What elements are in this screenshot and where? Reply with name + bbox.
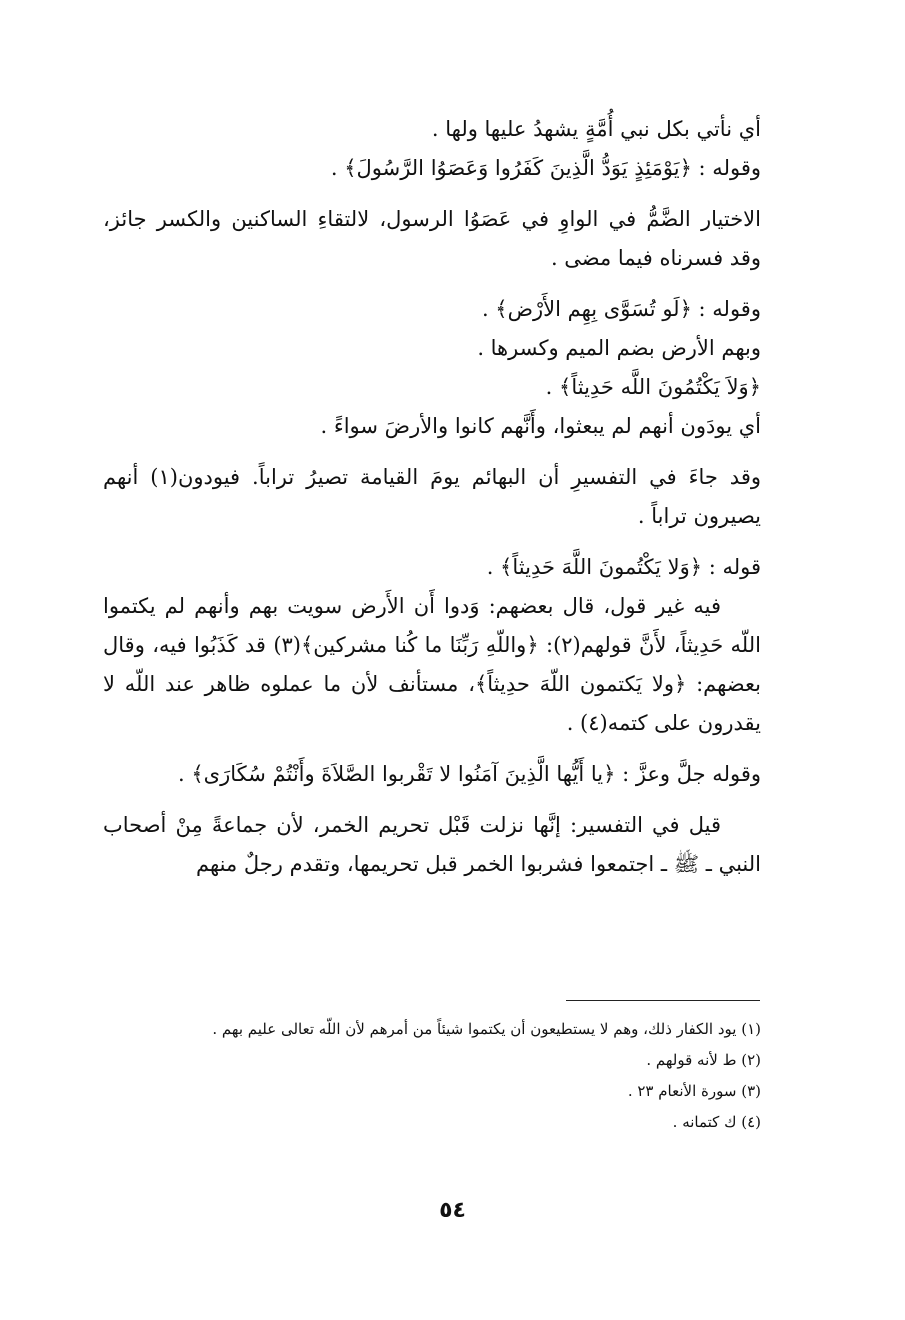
- paragraph-5: وبهم الأرض بضم الميم وكسرها .: [477, 336, 761, 360]
- footnote-2: (٢) ط لأنه قولهم .: [646, 1051, 761, 1069]
- paragraph-6: ﴿وَلاَ يَكْتُمُونَ اللَّه حَدِيثاً﴾ .: [545, 375, 761, 399]
- footnote-3: (٣) سورة الأنعام ٢٣ .: [627, 1082, 761, 1100]
- main-text: [103, 110, 761, 884]
- paragraph-10: فيه غير قول، قال بعضهم: وَدوا أَن الأَرض سويت بهم وأنهم لم يكتموا اللّه حَدِيثاً، لأَنَّ قولهم(٢): ﴿واللّهِ رَبِّنَا ما كُنا مشركين﴾(٣) قد كَذَبُوا فيه، وقال بعضهم: ﴿ولا يَكتمون اللّهَ حدِيثاً﴾، مستأنف لأن ما عملوه ظاهر عند اللّه لا يقدرون على كتمه(٤) .: [103, 594, 761, 735]
- paragraph-4: وقوله : ﴿لَو تُسَوَّى بِهِم الأَرْض﴾ .: [481, 297, 761, 321]
- paragraph-1: أي نأتي بكل نبي أُمَّةٍ يشهدُ عليها ولها .: [431, 117, 761, 141]
- paragraph-3: الاختيار الضَّمُّ في الواوِ في عَصَوُا الرسول، لالتقاءِ الساكنين والكسر جائز، وقد فسرناه فيما مضى .: [103, 207, 761, 270]
- footnote-divider: [566, 1000, 760, 1001]
- footnote-1: (١) يود الكفار ذلك، وهم لا يستطيعون أن يكتموا شيئاً من أمرهم لأن اللّه تعالى عليم بهم .: [212, 1020, 761, 1038]
- paragraph-11: وقوله جلَّ وعزَّ : ﴿يا أَيُّها الَّذِينَ آمَنُوا لا تَقْربوا الصَّلاَةَ وأَنْتُمْ سُكَارَى﴾ .: [178, 762, 761, 786]
- footnotes: [103, 1014, 761, 1138]
- paragraph-7: أي يودَون أنهم لم يبعثوا، وأَنَّهم كانوا والأرضَ سواءً .: [320, 414, 761, 438]
- paragraph-2: وقوله : ﴿يَوْمَئِذٍ يَوَدُّ الَّذِينَ كَفَرُوا وَعَصَوُا الرَّسُولَ﴾ .: [330, 156, 761, 180]
- paragraph-8: وقد جاءَ في التفسيرِ أن البهائم يومَ القيامة تصيرُ تراباً. فيودون(١) أنهم يصيرون تراباً .: [103, 465, 761, 528]
- paragraph-9: قوله : ﴿وَلا يَكْتُمونَ اللَّهَ حَدِيثاً﴾ .: [486, 555, 761, 579]
- page-number: ٥٤: [439, 1198, 466, 1223]
- footnote-4: (٤) ك كتمانه .: [672, 1113, 761, 1131]
- paragraph-12: قيل في التفسير: إنَّها نزلت قَبْل تحريم الخمر، لأن جماعةً مِنْ أصحاب النبي ـ ﷺ ـ اجتمعوا فشربوا الخمر قبل تحريمها، وتقدم رجلٌ منهم: [103, 813, 761, 876]
